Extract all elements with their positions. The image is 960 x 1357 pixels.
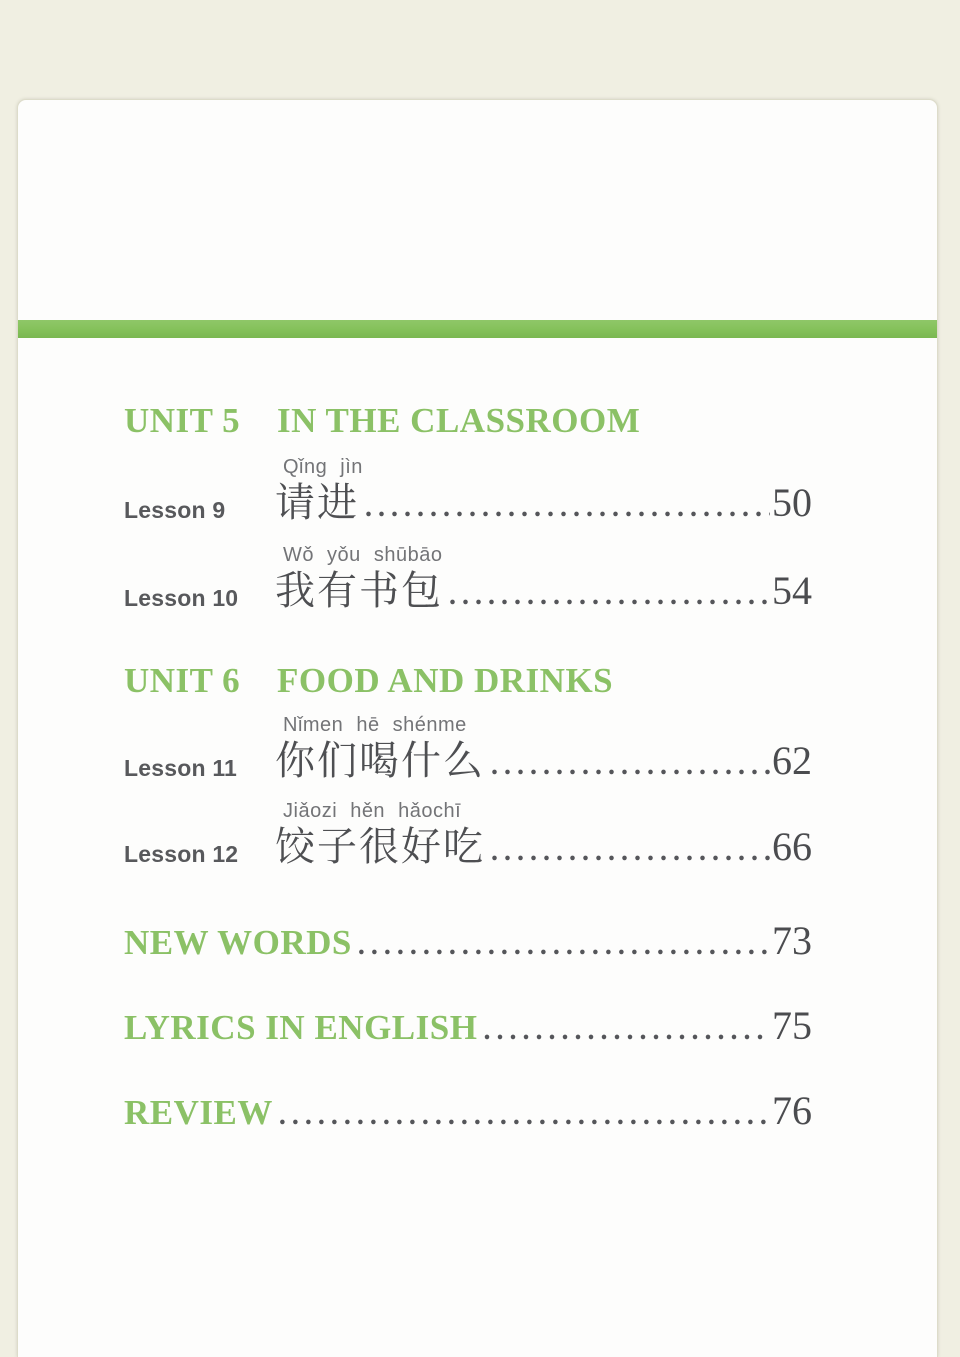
lesson-9-label: Lesson 9 (124, 497, 226, 523)
table-of-contents (124, 399, 812, 1139)
dot-leader (491, 743, 770, 789)
review-page-number: 76 (772, 1088, 812, 1133)
green-divider-bar (18, 320, 937, 338)
dot-leader (483, 1008, 770, 1054)
lesson-11-pinyin: Nǐmen hē shénme (283, 714, 467, 736)
lesson-10-label: Lesson 10 (124, 585, 239, 611)
unit-5-heading (124, 399, 812, 443)
new-words-title: NEW WORDS (124, 923, 352, 962)
unit-6-title: FOOD AND DRINKS (277, 661, 614, 700)
lesson-11-label: Lesson 11 (124, 755, 238, 781)
lesson-12-label: Lesson 12 (124, 841, 239, 867)
lesson-10-page-number: 54 (772, 568, 812, 613)
lesson-12-page-number: 66 (772, 824, 812, 869)
lesson-9-pinyin: Qǐng jìn (283, 456, 363, 478)
lesson-10-pinyin: Wǒ yǒu shūbāo (283, 544, 443, 566)
lesson-12-pinyin: Jiǎozi hěn hǎochī (283, 800, 462, 822)
lesson-12-chinese-title: 饺子很好吃 (275, 824, 485, 869)
section-row-lyrics-in-english (124, 1003, 812, 1054)
lesson-12-row (124, 799, 812, 875)
lesson-9-row (124, 455, 812, 531)
lyrics-in-english-title: LYRICS IN ENGLISH (124, 1008, 478, 1047)
book-page (17, 99, 938, 1357)
lesson-9-page-number: 50 (772, 480, 812, 525)
lesson-11-chinese-title: 你们喝什么 (275, 738, 485, 783)
lesson-10-row (124, 543, 812, 619)
lyrics-in-english-page-number: 75 (772, 1003, 812, 1048)
dot-leader (358, 923, 770, 969)
dot-leader (279, 1093, 770, 1139)
review-title: REVIEW (124, 1093, 273, 1132)
dot-leader (491, 829, 770, 875)
unit-5-title: IN THE CLASSROOM (277, 401, 641, 440)
lesson-11-page-number: 62 (772, 738, 812, 783)
dot-leader (449, 573, 770, 619)
lesson-10-chinese-title: 我有书包 (275, 568, 443, 613)
section-row-new-words (124, 918, 812, 969)
unit-6-label: UNIT 6 (124, 661, 241, 700)
unit-6-heading (124, 659, 812, 703)
new-words-page-number: 73 (772, 918, 812, 963)
section-row-review (124, 1088, 812, 1139)
lesson-11-row (124, 713, 812, 789)
lesson-9-chinese-title: 请进 (275, 480, 359, 525)
dot-leader (365, 485, 770, 531)
unit-5-label: UNIT 5 (124, 401, 241, 440)
